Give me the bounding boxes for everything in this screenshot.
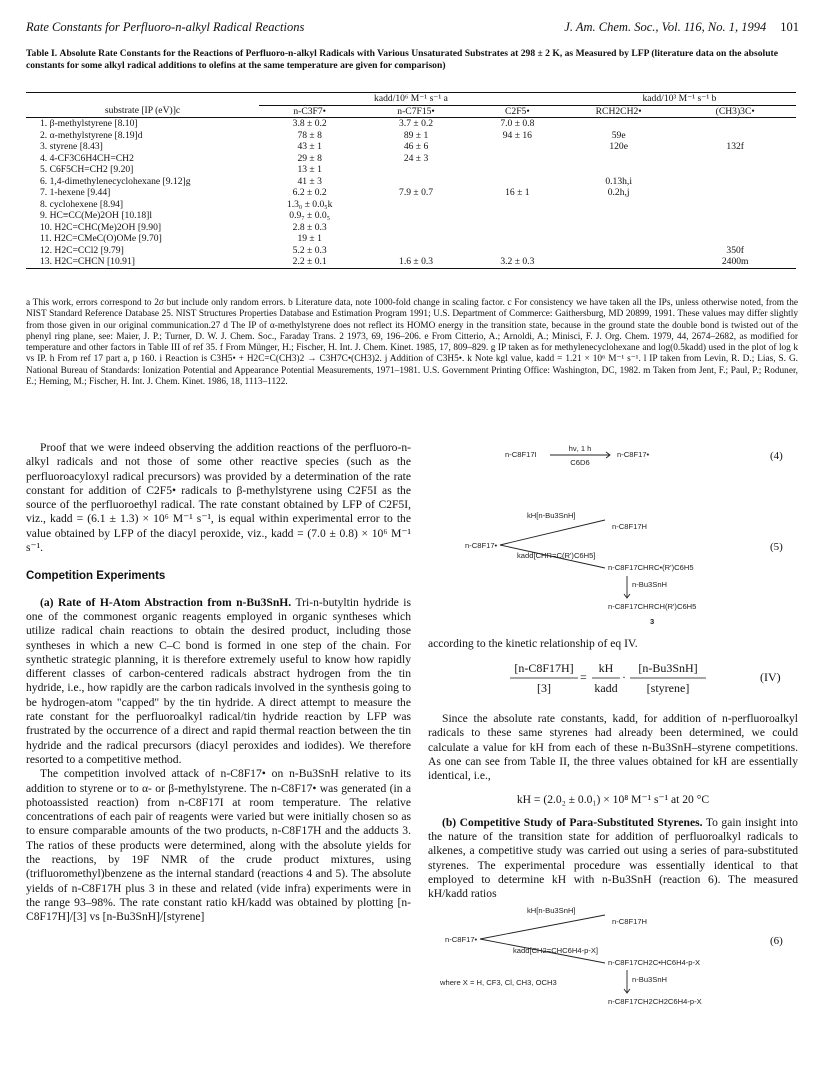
scheme-6-start: n-C8F17•: [445, 935, 478, 944]
subsection-heading: (b) Competitive Study of Para-Substituted Styrenes.: [442, 815, 703, 829]
paragraph: Since the absolute rate constants, kadd, for addition of n-perfluoroalkyl radicals to these same styrenes had already been determined, we could calculate a value for kH from each of these n-Bu3SnH–styrene competitions. As one can see from Table II, the three values obtained for kH are essentially identical, i.e.,: [428, 712, 798, 783]
scheme-6-lower-product: n-C8F17CH2C•HC6H4-p-X: [608, 958, 701, 967]
paragraph-text: Tri-n-butyltin hydride is one of the commonest organic reagents employed in organic syntheses which utilize radical chain reactions to obtain the desired product, including those syntheses in which a new C–C bond is formed in one step of the chain. For synthetic strategic planning, it is therefore extremely useful to know how rapidly different classes of carbon-centered radicals abstract hydrogen from the tin hydride, i.e., how rapidly are the carbon radicals involved in the synthesis going to be hydrogen-atom "capped" by the tin hydride. A direct attempt to measure the rate constant for the perfluoroalkyl radical/tin hydride reaction by LFP was frustrated by the occurrence of a direct and rapid thermal reaction between the tin hydride and the radical precursors (diacyl peroxides and iodides). We therefore resorted to a competitive method.: [26, 595, 411, 766]
eq-lhs-den: [3]: [537, 681, 551, 695]
rate-cell: 19 ± 1: [297, 233, 322, 244]
eq-dot: ·: [622, 670, 626, 684]
scheme-5-upper-label: kH[n-Bu3SnH]: [527, 511, 576, 520]
col-header: substrate [IP (eV)]c: [104, 105, 181, 117]
rate-cell: 2.2 ± 0.1: [292, 256, 327, 267]
col-header: n-C7F15•: [397, 105, 435, 117]
equation-number: (IV): [760, 670, 781, 684]
arrow-5-upper: [500, 520, 605, 545]
substrate-cell: 2. α-methylstyrene [8.19]d: [40, 129, 143, 141]
rate-cell: 3.2 ± 0.3: [500, 256, 535, 267]
eq-r-num: [n-Bu3SnH]: [638, 661, 698, 675]
equation-number: (4): [770, 450, 783, 462]
rate-cell: 41 ± 3: [297, 175, 322, 187]
col-header: RCH2CH2•: [595, 105, 642, 117]
rate-cell: 89 ± 1: [403, 129, 429, 141]
substrate-cell: 6. 1,4-dimethylenecyclohexane [9.12]g: [40, 175, 191, 187]
scheme-4-below: C6D6: [570, 458, 590, 467]
subsection-heading: (a) Rate of H-Atom Abstraction from n-Bu3SnH.: [40, 595, 292, 609]
rate-cell: 0.9₇ ± 0.0₅: [289, 210, 331, 221]
rate-cell: 0.2h,j: [607, 187, 630, 198]
eq-equals: =: [580, 670, 587, 684]
rate-cell: 46 ± 6: [403, 141, 429, 152]
substrate-cell: 3. styrene [8.43]: [40, 141, 103, 152]
substrate-cell: 8. cyclohexene [8.94]: [40, 198, 124, 210]
col-header: n-C3F7•: [293, 105, 327, 117]
header-title: Rate Constants for Perfluoro-n-alkyl Radical Reactions: [26, 20, 305, 34]
arrow-6-upper: [480, 915, 605, 939]
substrate-cell: 7. 1-hexene [9.44]: [40, 187, 111, 198]
kH-value: kH = (2.0₂ ± 0.0₁) × 10⁸ M⁻¹ s⁻¹ at 20 °C: [516, 793, 710, 807]
scheme-5-upper-product: n-C8F17H: [612, 522, 648, 531]
group2-header: kadd/10³ M⁻¹ s⁻¹ b: [563, 93, 796, 106]
scheme-4-reactant: n-C8F17I: [505, 450, 537, 459]
scheme-5-final: n-C8F17CHRCH(R')C6H5: [608, 602, 697, 611]
rate-cell: 1.6 ± 0.3: [399, 256, 434, 267]
scheme-4-above: hν, 1 h: [568, 444, 592, 453]
compound-number: 3: [650, 617, 655, 626]
rate-cell: 2.8 ± 0.3: [292, 221, 327, 233]
substrate-cell: 4. 4-CF3C6H4CH=CH2: [40, 152, 134, 164]
rate-cell: 3.7 ± 0.2: [399, 118, 434, 129]
rate-cell: 1.3₀ ± 0.0₅k: [286, 198, 333, 210]
col-header: C2F5•: [505, 105, 530, 117]
rate-cell: 13 ± 1: [297, 164, 322, 175]
scheme-6-lower-label: kadd[CH2=CHC6H4-p-X]: [513, 946, 599, 955]
scheme-5-lower-label: kadd[CHR=C(R')C6H5]: [517, 551, 596, 560]
rate-cell: 78 ± 8: [297, 129, 322, 141]
scheme-6-upper-label: kH[n-Bu3SnH]: [527, 906, 576, 915]
scheme-6-where: where X = H, CF3, Cl, CH3, OCH3: [440, 978, 557, 987]
paragraph-text: To gain insight into the nature of the transition state for addition of perfluoroalkyl radicals to alkenes, a competitive study was carried out using a series of para-substituted styrenes. The experimental procedure was essentially identical to that employed to determine kH with n-Bu3SnH (reaction 6). The measured kH/kadd ratios: [428, 815, 798, 901]
rate-cell: 7.0 ± 0.8: [500, 118, 535, 129]
equation-number: (5): [770, 541, 783, 553]
rate-cell: 6.2 ± 0.2: [292, 187, 327, 198]
substrate-cell: 5. C6F5CH=CH2 [9.20]: [40, 164, 134, 175]
scheme-5-start: n-C8F17•: [465, 541, 498, 550]
rate-cell: 24 ± 3: [403, 152, 429, 164]
paragraph: Proof that we were indeed observing the addition reactions of the perfluoro-n-alkyl radicals and not those of some other reactive species (such as the perfluoroacyloxyl radical precursors) was provided by a determination of the rate constant for addition of C2F5• radicals to β-methylstyrene using C2F5I as the source of the perfluoroethyl radical. The rate constant obtained by LFP of C2F5I, viz., kadd = (6.1 ± 1.3) × 10⁶ M⁻¹ s⁻¹, is equal within experimental error to the value obtained by LFP of the diacyl peroxide, viz., kadd = (7.0 ± 0.8) × 10⁶ M⁻¹ s⁻¹.: [26, 441, 411, 555]
table-footnotes: a This work, errors correspond to 2σ but include only random errors. b Literature data, note 1000-fold change in scaling factor. c For consistency we have taken all the IPs, unless otherwise noted, from the NIST Standard Reference Database 25. NIST Structures Properties Database and Estimation Program 1991; U.S. Department of Commerce: Gaithersburg, MD 20899, 1991. These values may differ slightly from those given in our original communication.27 d The IP of α-methylstyrene does not reflect its HOMO energy in the transition state, because in the ground state the double bond is twisted out of the phenyl ring plane, see: Maier, J. P.; Turner, D. W. J. Chem. Soc., Faraday Trans. 2 1973, 69, 196–206. e From Citterio, A.; Arnoldi, A.; Minisci, F. J. Org. Chem. 1979, 44, 2674–2682, as modified for temperature and other factors in Table III of ref 35. f From Münger, H.; Fischer, H. Int. J. Chem. Kinet. 1985, 17, 809–829. g IP taken as for methylenecyclohexane and log(0.5kadd) used in the plot of log k vs IP. h From ref 17 part a, p 160. i Reaction is C3H5• + H2C=C(CH3)2 → C3H7C•(CH3)2. j Addition of C3H5•. k Note kgl value, kadd = 1.21 × 10⁶ M⁻¹ s⁻¹. l IP taken from Levin, R. D.; Lias, S. G. National Bureau of Standards: Ionization Potential and Appearance Potential Measurements, 1971–1981. U.S. Government Printing Office: Washington, DC, 1982. m Taken from Jent, F.; Paul, P.; Roduner, E.; Heming, M.; Fischer, H. Int. J. Chem. Kinet. 1986, 18, 1113–1122.: [26, 298, 798, 388]
rate-cell: 43 ± 1: [297, 141, 322, 152]
scheme-6-final: n-C8F17CH2CH2C6H4-p-X: [608, 997, 702, 1006]
substrate-cell: 11. H2C=CMeC(O)OMe [9.70]: [40, 233, 162, 244]
rate-cell: 3.8 ± 0.2: [292, 118, 327, 129]
page-number: 101: [780, 20, 799, 34]
header-journal: J. Am. Chem. Soc., Vol. 116, No. 1, 1994: [564, 20, 767, 34]
rate-cell: 0.13h,i: [605, 175, 632, 187]
group1-header: kadd/10⁶ M⁻¹ s⁻¹ a: [259, 93, 563, 106]
table-caption-text: Absolute Rate Constants for the Reactions of Perfluoro-n-alkyl Radicals with Various Unsaturated Substrates at 298 ± 2 K, as Measured by LFP (literature data on the absolute constants for some alkyl radical additions to olefins at the same temperature are given for comparison): [26, 48, 779, 71]
arrow-5-lower: [500, 545, 605, 568]
rate-cell: 2400m: [721, 256, 749, 267]
col-header: (CH3)3C•: [715, 105, 755, 117]
section-heading: Competition Experiments: [26, 570, 166, 583]
equation-number: (6): [770, 935, 783, 947]
substrate-cell: 10. H2C=CHC(Me)2OH [9.90]: [40, 221, 162, 233]
substrate-cell: 13. H2C=CHCN [10.91]: [40, 256, 135, 267]
paragraph: The competition involved attack of n-C8F17• on n-Bu3SnH relative to its addition to styrene or to α- or β-methylstyrene. The n-C8F17• was generated (in a photoassisted reaction) from n-C8F17I at room temperature. The relative concentrations of each pair of reagents were varied but were initially chosen so as to ensure comparable amounts of the two products, n-C8F17H and the adducts 3. The ratios of these products were determined, along with the absolute yields for the reactions, by 19F NMR of the crude product mixtures, using (trifluoromethyl)benzene as the internal standard (reactions 4 and 5). The absolute yields of n-C8F17H plus 3 in these and related (vide infra) experiments were in the range 93–98%. The rate constant ratio kH/kadd was obtained by plotting [n-C8F17H]/[3] vs [n-Bu3SnH]/[styrene]: [26, 767, 411, 924]
rate-cell: 16 ± 1: [505, 187, 530, 198]
eq-k-num: kH: [598, 661, 614, 675]
eq-lhs-num: [n-C8F17H]: [514, 661, 574, 675]
scheme-5-down-label: n-Bu3SnH: [632, 580, 668, 589]
scheme-6-upper-product: n-C8F17H: [612, 917, 648, 926]
scheme-5-lower-product: n-C8F17CHRC•(R')C6H5: [608, 563, 694, 572]
arrow-6-lower: [480, 939, 605, 963]
rate-cell: 120e: [609, 141, 628, 152]
rate-cell: 132f: [726, 141, 744, 152]
kinetic-text: according to the kinetic relationship of eq IV.: [428, 637, 638, 650]
rate-cell: 350f: [726, 244, 744, 256]
rate-cell: 7.9 ± 0.7: [399, 187, 434, 198]
rate-cell: 94 ± 16: [502, 129, 532, 141]
rate-cell: 59e: [611, 129, 626, 141]
substrate-cell: 9. HC≡CC(Me)2OH [10.18]l: [40, 210, 153, 221]
rate-cell: 29 ± 8: [297, 152, 322, 164]
scheme-6-down-label: n-Bu3SnH: [632, 975, 668, 984]
eq-k-den: kadd: [594, 681, 618, 695]
substrate-cell: 1. β-methylstyrene [8.10]: [40, 118, 138, 129]
rate-cell: 5.2 ± 0.3: [292, 244, 327, 256]
substrate-cell: 12. H2C=CCl2 [9.79]: [40, 244, 124, 256]
scheme-4-product: n-C8F17•: [617, 450, 650, 459]
table-label: Table I.: [26, 48, 58, 59]
eq-r-den: [styrene]: [646, 681, 690, 695]
